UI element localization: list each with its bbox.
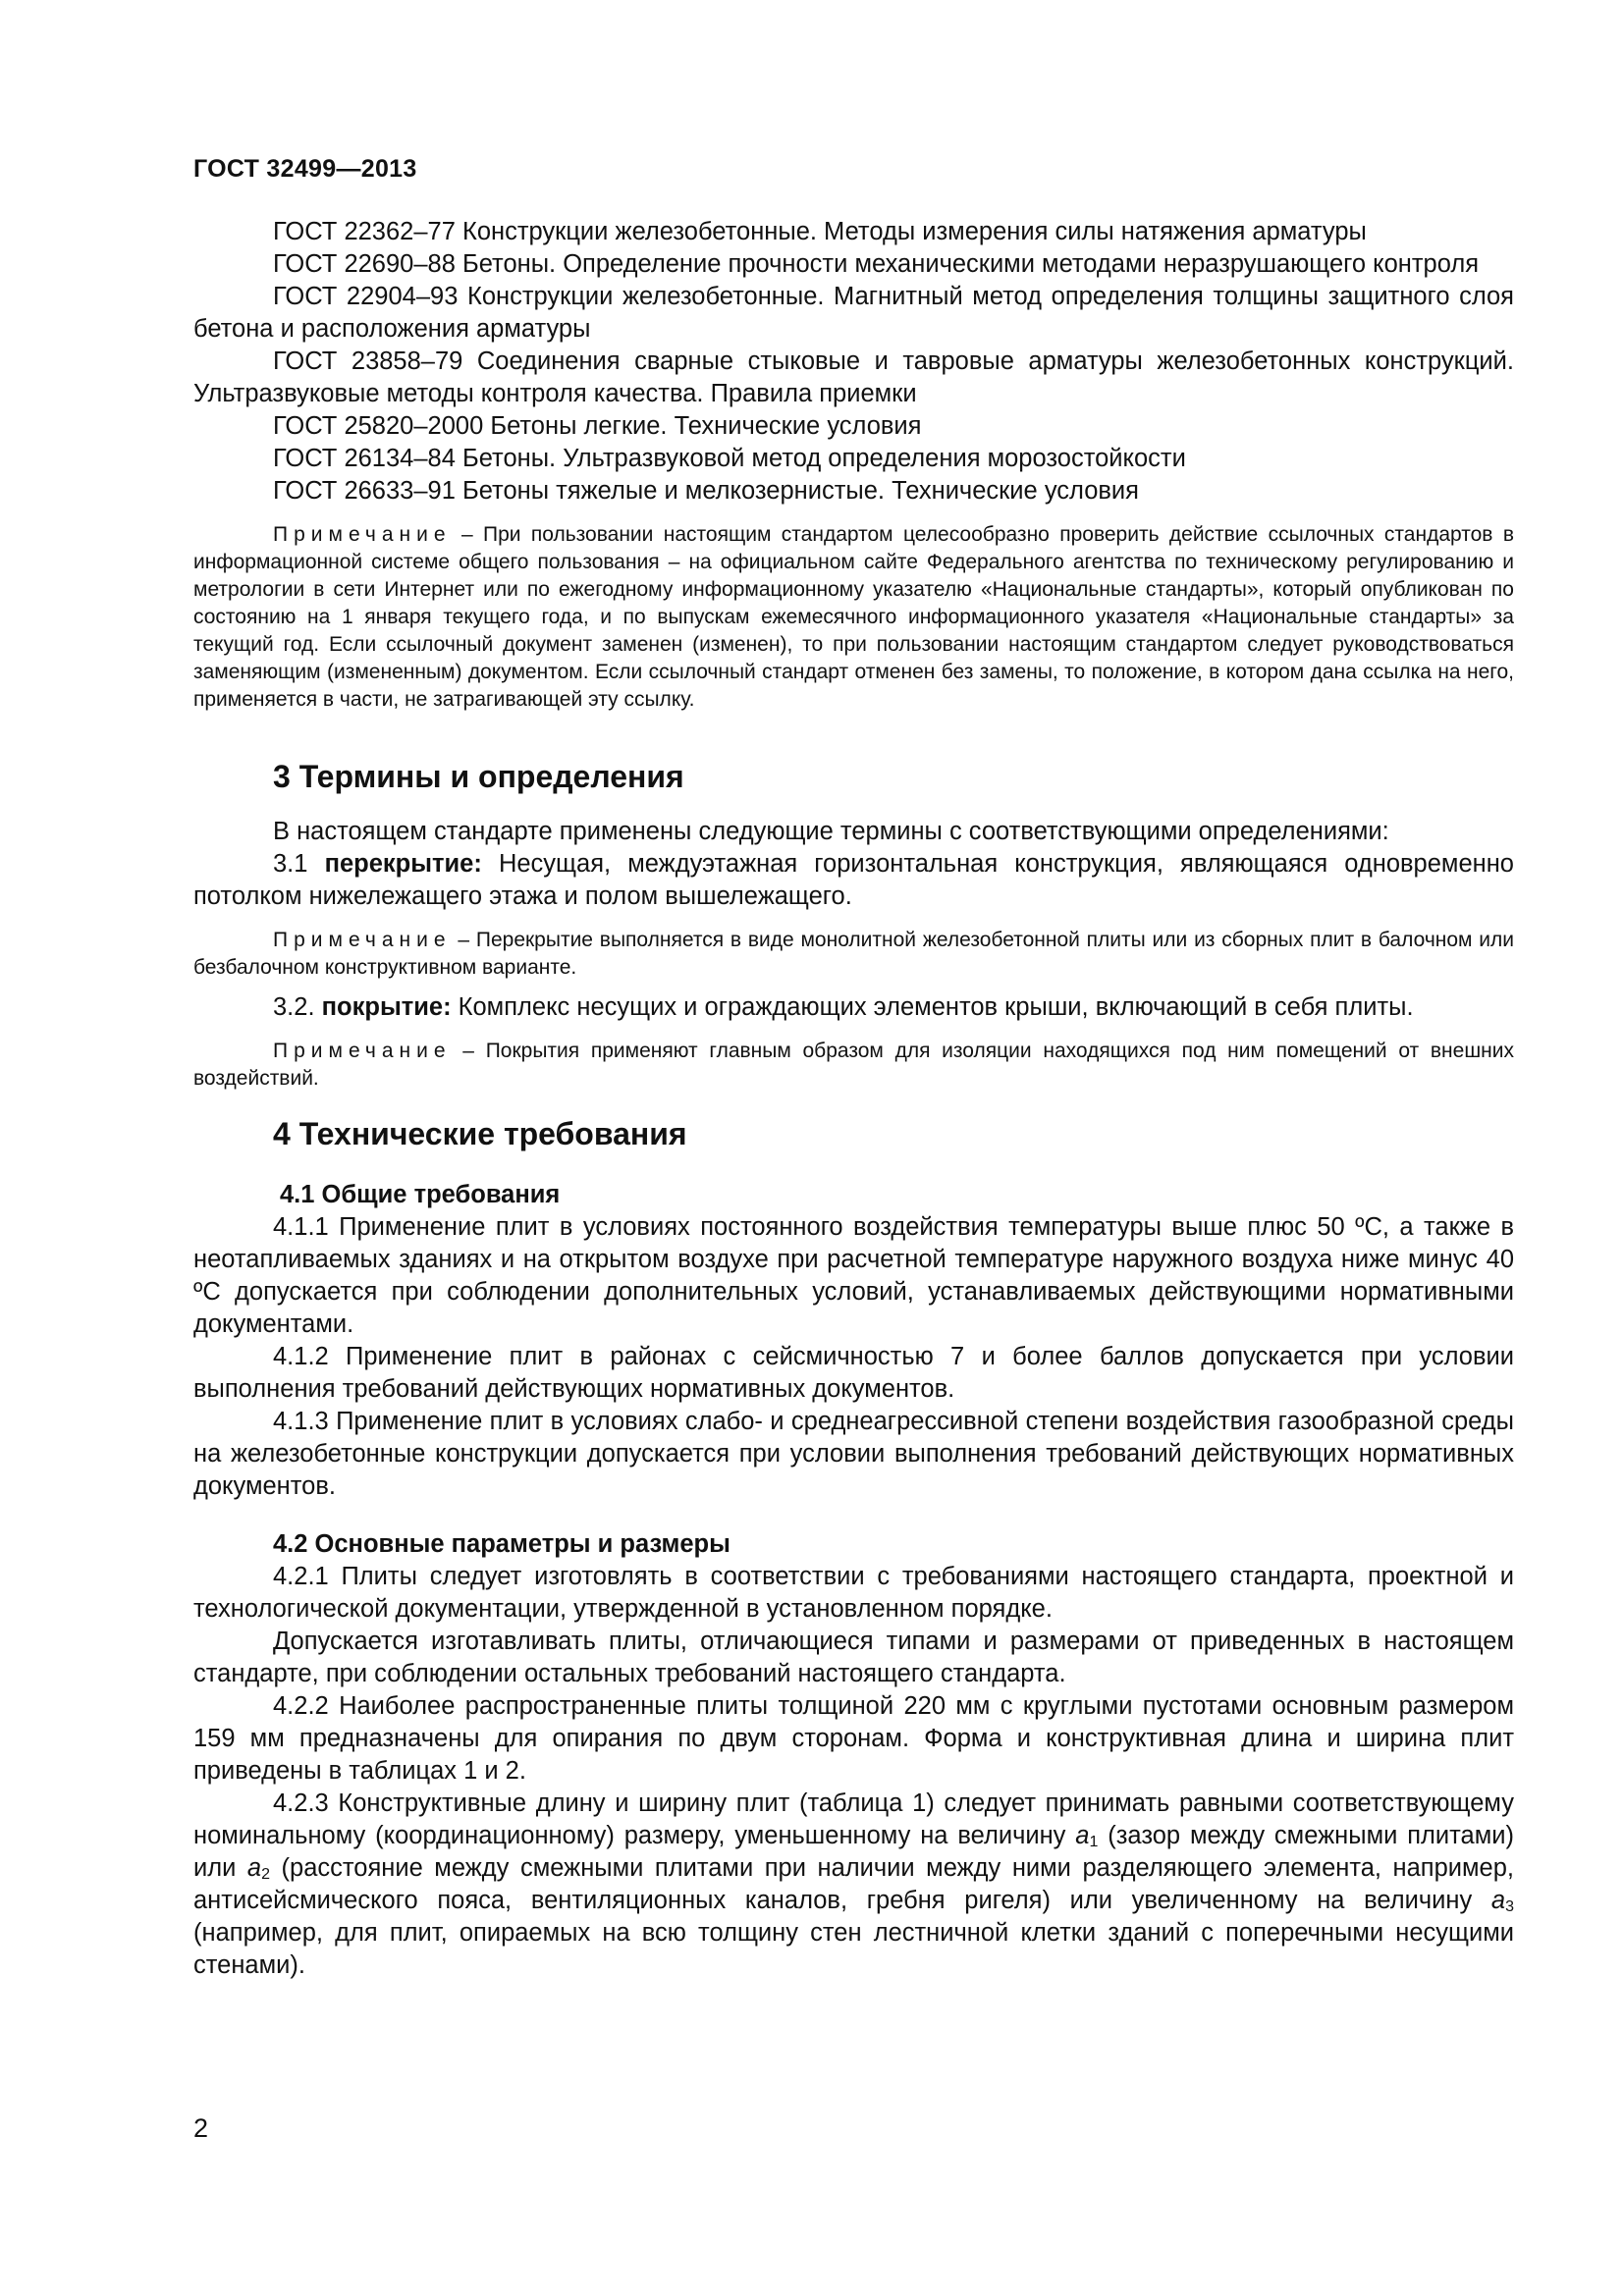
subsection-4-1-title: 4.1 Общие требования: [280, 1181, 561, 1208]
clause-4-2-1-extra: Допускается изготавливать плиты, отличающиеся типами и размерами от приведенных в настоящем стандарте, при соблюдении остальных требований настоящего стандарта.: [193, 1628, 1514, 1687]
subscript: 1: [1089, 1834, 1099, 1850]
term-number: 3.1: [273, 850, 325, 878]
term-name: покрытие:: [321, 993, 452, 1021]
normative-references: [193, 216, 1514, 507]
note-label: Примечание: [273, 523, 452, 546]
reference-item: ГОСТ 22690–88 Бетоны. Определение прочности механическими методами неразрушающего контроля: [273, 250, 1480, 278]
term-roof: [193, 991, 1514, 1024]
term-definition: Несущая, междуэтажная горизонтальная конструкция, являющаяся одновременно потолком нижележащего этажа и полом вышележащего.: [193, 850, 1514, 910]
references-note: [193, 521, 1514, 714]
reference-item: ГОСТ 26134–84 Бетоны. Ультразвуковой метод определения морозостойкости: [273, 445, 1186, 472]
clause-4-2-3: [193, 1788, 1514, 1982]
clause-text: 4.2.3 Конструктивные длину и ширину плит (таблица 1) следует принимать равными соответствующему номинальному (координационному) размеру, уменьшенному на величину: [193, 1789, 1514, 1849]
clause-4-2-2: 4.2.2 Наиболее распространенные плиты толщиной 220 мм с круглыми пустотами основным размером 159 мм предназначены для опирания по двум сторонам. Форма и конструктивная длина и ширина плит приведены в таблицах 1 и 2.: [193, 1692, 1514, 1785]
term-name: перекрытие:: [324, 850, 482, 878]
term-overlap: [193, 848, 1514, 913]
note-text: – Перекрытие выполняется в виде монолитной железобетонной плиты или из сборных плит в балочном или безбалочном конструктивном варианте.: [193, 929, 1514, 979]
subscript: 3: [1505, 1898, 1514, 1915]
term-definition: Комплекс несущих и ограждающих элементов крыши, включающий в себя плиты.: [451, 993, 1414, 1021]
variable-a: a: [246, 1854, 262, 1882]
note-text: – При пользовании настоящим стандартом целесообразно проверить действие ссылочных стандартов в информационной системе общего пользования – на официальном сайте Федерального агентства по техническому регулированию и метрологии в сети Интернет или по ежегодному информационному указателю «Национальные стандарты», который опубликован по состоянию на 1 января текущего года, и по выпускам ежемесячного информационного указателя «Национальные стандарты» за текущий год. Если ссылочный документ заменен (изменен), то при пользовании настоящим стандартом следует руководствоваться заменяющим (измененным) документом. Если ссылочный стандарт отменен без замены, то положение, в котором дана ссылка на него, применяется в части, не затрагивающей эту ссылку.: [193, 523, 1514, 711]
page-number: 2: [193, 2113, 209, 2143]
section-3-intro: В настоящем стандарте применены следующие термины с соответствующими определениями:: [273, 818, 1389, 845]
note-label: Примечание: [273, 929, 452, 951]
reference-item: ГОСТ 22362–77 Конструкции железобетонные. Методы измерения силы натяжения арматуры: [273, 218, 1367, 245]
reference-item: ГОСТ 26633–91 Бетоны тяжелые и мелкозернистые. Технические условия: [273, 477, 1139, 505]
clause-4-1-1: 4.1.1 Применение плит в условиях постоянного воздействия температуры выше плюс 50 ºС, а также в неотапливаемых зданиях и на открытом воздухе при расчетной температуре наружного воздуха ниже минус 40 ºС допускается при соблюдении дополнительных условий, устанавливаемых действующими нормативными документами.: [193, 1213, 1514, 1338]
subscript: 2: [261, 1866, 270, 1883]
document-header: ГОСТ 32499—2013: [193, 155, 417, 183]
term-overlap-note: [193, 927, 1514, 982]
note-label: Примечание: [273, 1040, 452, 1062]
reference-item: ГОСТ 23858–79 Соединения сварные стыковые и тавровые арматуры железобетонных конструкций. Ультразвуковые методы контроля качества. Правила приемки: [193, 347, 1514, 407]
clause-4-2-1: 4.2.1 Плиты следует изготовлять в соответствии с требованиями настоящего стандарта, проектной и технологической документации, утвержденной в установленном порядке.: [193, 1563, 1514, 1623]
section-3-title: 3 Термины и определения: [273, 759, 684, 794]
note-text: – Покрытия применяют главным образом для изоляции находящихся под ним помещений от внешних воздействий.: [193, 1040, 1514, 1090]
reference-item: ГОСТ 22904–93 Конструкции железобетонные. Магнитный метод определения толщины защитного слоя бетона и расположения арматуры: [193, 283, 1514, 343]
clause-text: (например, для плит, опираемых на всю толщину стен лестничной клетки зданий с поперечными несущими стенами).: [193, 1919, 1514, 1979]
document-body: [193, 216, 1514, 1982]
section-4-title: 4 Технические требования: [273, 1116, 687, 1151]
variable-a: a: [1490, 1887, 1506, 1914]
subsection-4-2-title: 4.2 Основные параметры и размеры: [273, 1530, 730, 1558]
clause-4-1-2: 4.1.2 Применение плит в районах с сейсмичностью 7 и более баллов допускается при условии выполнения требований действующих нормативных документов.: [193, 1343, 1514, 1403]
variable-a: a: [1075, 1822, 1090, 1849]
term-number: 3.2.: [273, 993, 322, 1021]
clause-4-1-3: 4.1.3 Применение плит в условиях слабо- и среднеагрессивной степени воздействия газообразной среды на железобетонные конструкции допускается при условии выполнения требований действующих нормативных документов.: [193, 1408, 1514, 1500]
clause-text: (расстояние между смежными плитами при наличии между ними разделяющего элемента, например, антисейсмического пояса, вентиляционных каналов, гребня ригеля) или увеличенному на величину: [193, 1854, 1514, 1914]
term-roof-note: [193, 1038, 1514, 1093]
clause-text: (зазор между смежными плитами) или: [193, 1822, 1514, 1882]
reference-item: ГОСТ 25820–2000 Бетоны легкие. Технические условия: [273, 412, 922, 440]
